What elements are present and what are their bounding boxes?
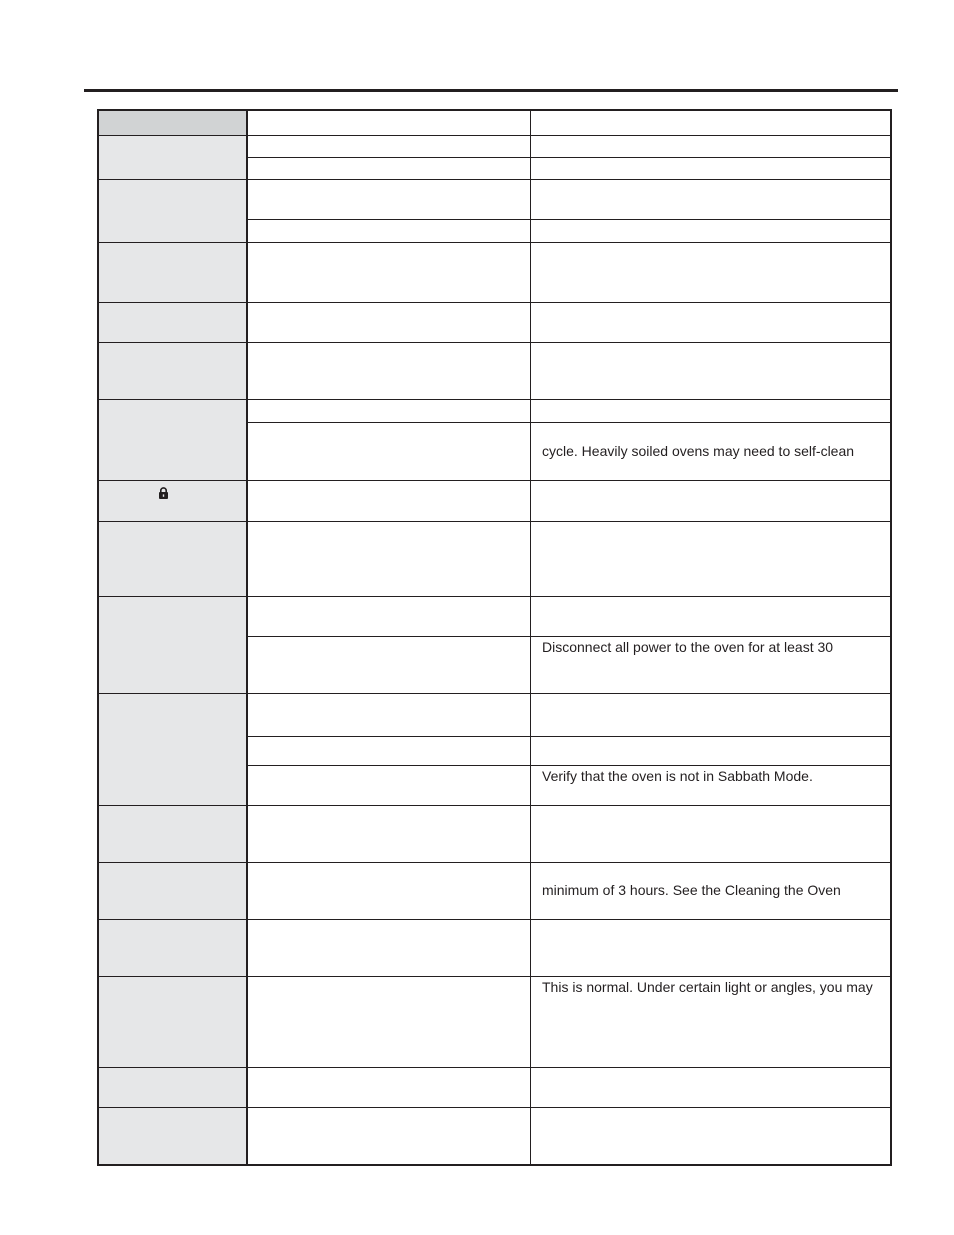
column-divider	[246, 110, 248, 1165]
row-separator	[98, 135, 891, 136]
solution-text: Disconnect all power to the oven for at least 30	[542, 639, 834, 655]
subrow-separator	[247, 736, 891, 737]
row-separator	[98, 1067, 891, 1068]
solution-text: Verify that the oven is not in Sabbath Mode.	[542, 768, 813, 784]
subrow-separator	[247, 219, 891, 220]
row-separator	[98, 521, 891, 522]
row-separator	[98, 242, 891, 243]
row-separator	[98, 596, 891, 597]
row-separator	[98, 1107, 891, 1108]
top-rule	[84, 89, 898, 92]
solution-text: cycle. Heavily soiled ovens may need to self-clean	[542, 443, 855, 459]
subrow-separator	[247, 765, 891, 766]
solution-text: This is normal. Under certain light or angles, you may	[542, 979, 873, 995]
solution-text: minimum of 3 hours. See the Cleaning the Oven	[542, 882, 841, 898]
row-separator	[98, 399, 891, 400]
subrow-separator	[247, 157, 891, 158]
subrow-separator	[247, 422, 891, 423]
row-separator	[98, 805, 891, 806]
row-separator	[98, 976, 891, 977]
row-separator	[98, 693, 891, 694]
row-separator	[98, 302, 891, 303]
padlock-icon	[158, 487, 169, 499]
row-separator	[98, 919, 891, 920]
subrow-separator	[247, 636, 891, 637]
row-separator	[98, 480, 891, 481]
row-separator	[98, 342, 891, 343]
column-divider	[530, 110, 531, 1165]
row-separator	[98, 862, 891, 863]
table-border	[97, 109, 892, 1166]
row-separator	[98, 179, 891, 180]
